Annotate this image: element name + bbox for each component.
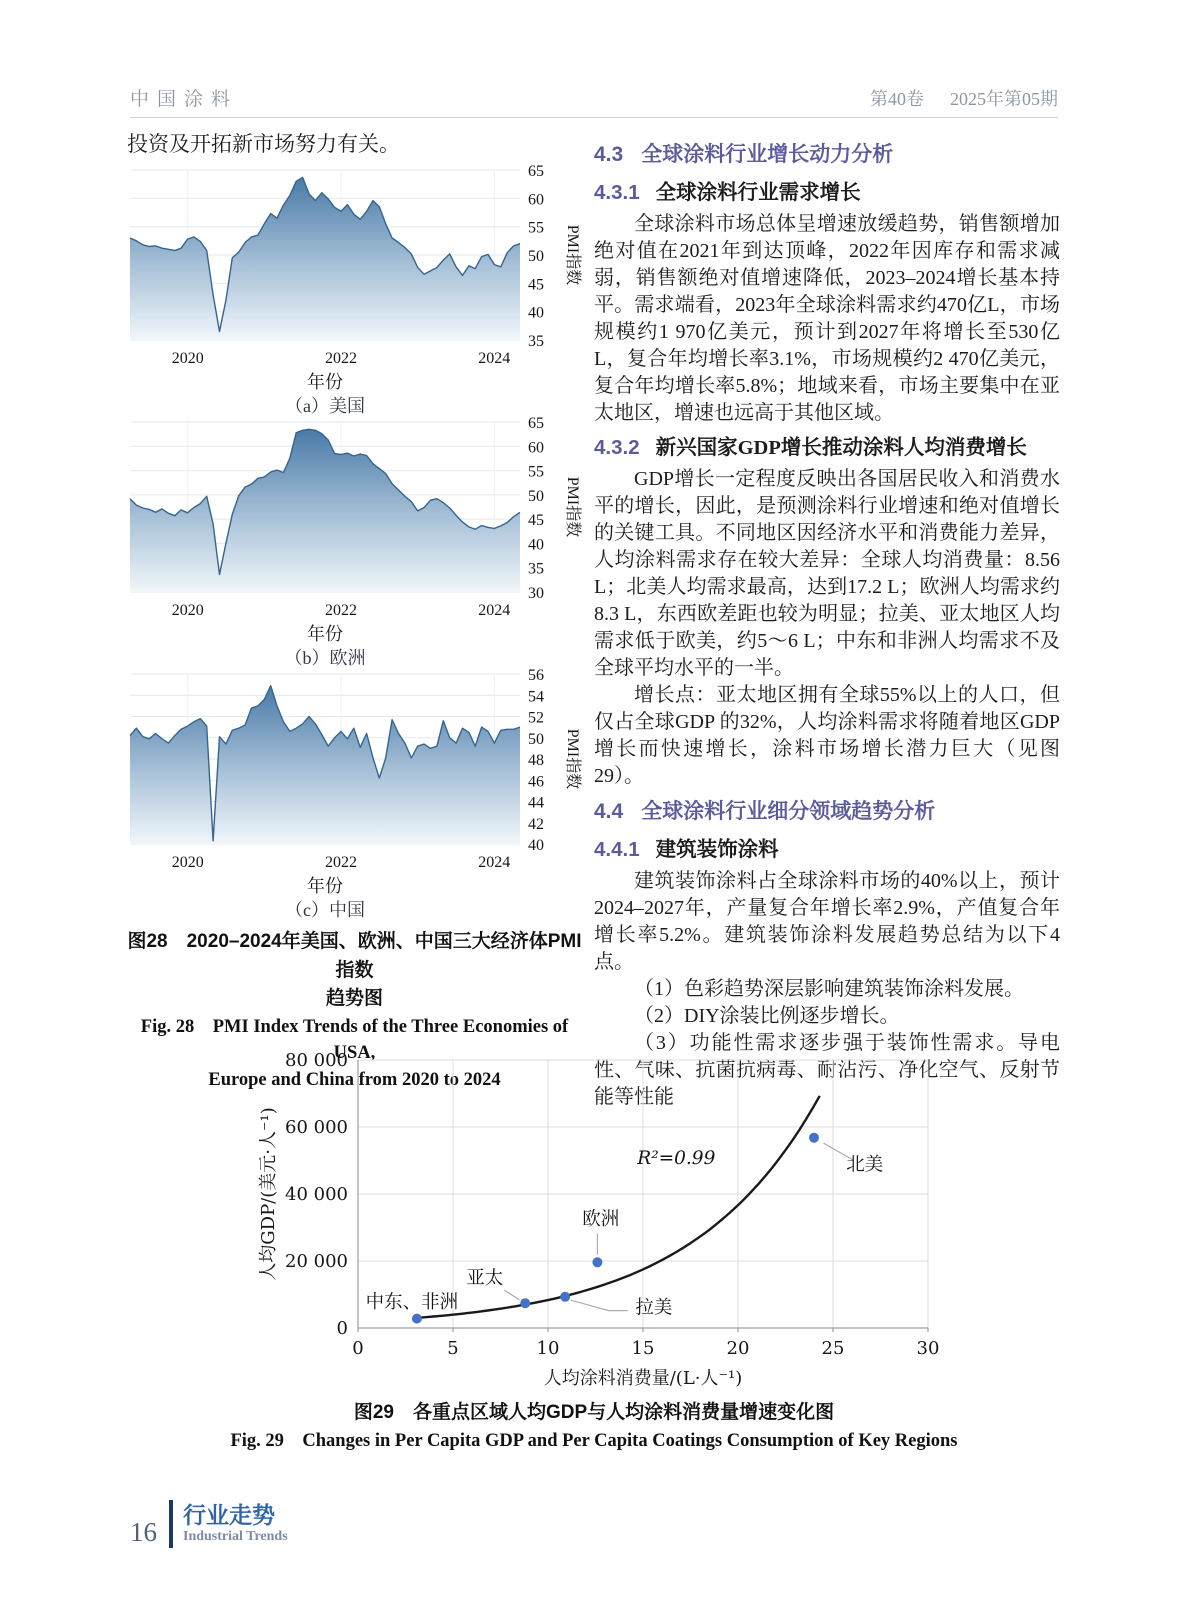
svg-text:80 000: 80 000 (285, 1050, 348, 1071)
figure28-caption-en-line1: Fig. 28 PMI Index Trends of the Three Economies of USA, (140, 1016, 569, 1064)
svg-text:（b）欧洲: （b）欧洲 (284, 648, 366, 666)
svg-text:2020: 2020 (171, 602, 204, 619)
volume: 第40卷 (870, 89, 924, 109)
svg-text:年份: 年份 (307, 876, 343, 896)
svg-text:55: 55 (528, 463, 544, 481)
svg-text:40: 40 (528, 304, 544, 322)
svg-text:0: 0 (336, 1318, 348, 1339)
svg-text:45: 45 (528, 512, 544, 530)
paragraph-4-4-1: 建筑装饰涂料占全球涂料市场的40%以上，预计2024–2027年，产量复合年增长率2.9%，产值复合年增长率5.2%。建筑装饰涂料发展趋势总结为以下4点。 (594, 870, 1060, 973)
section-title: 新兴国家GDP增长推动涂料人均消费增长 (655, 437, 1027, 459)
section-heading-4-4 (594, 795, 1060, 825)
svg-text:60: 60 (528, 191, 544, 209)
svg-text:55: 55 (528, 219, 544, 237)
footer-section-en: Industrial Trends (183, 1528, 288, 1544)
list-item-2: （2）DIY涂装比例逐步增长。 (634, 1005, 900, 1027)
section-number: 4.4 (594, 800, 624, 823)
svg-text:0: 0 (352, 1338, 364, 1359)
svg-text:年份: 年份 (307, 372, 343, 392)
paragraph-4-3-2b: 增长点：亚太地区拥有全球55%以上的人口，但仅占全球GDP 的32%，人均涂料需求将随着地区GDP增长而快速增长，涂料市场增长潜力巨大（见图29）。 (594, 684, 1060, 787)
svg-text:PMI指数: PMI指数 (564, 476, 581, 538)
section-heading-4-4-1 (594, 832, 1060, 862)
footer-section (183, 1502, 288, 1545)
pmi-chart-china (127, 666, 583, 918)
page-number: 16 (130, 1517, 157, 1547)
svg-text:35: 35 (528, 560, 544, 578)
svg-text:50: 50 (528, 730, 544, 748)
svg-text:15: 15 (631, 1338, 655, 1359)
svg-text:欧洲: 欧洲 (582, 1209, 620, 1230)
svg-text:亚太: 亚太 (466, 1268, 504, 1289)
page-footer (130, 1500, 288, 1548)
svg-text:65: 65 (528, 163, 544, 180)
svg-text:2024: 2024 (478, 350, 511, 367)
pmi-chart-europe (127, 414, 583, 666)
svg-text:46: 46 (528, 773, 544, 791)
section-title: 建筑装饰涂料 (655, 839, 779, 861)
svg-text:R²=0.99: R²=0.99 (637, 1147, 716, 1169)
section-heading-4-3-1 (594, 175, 1060, 205)
svg-text:48: 48 (528, 752, 544, 769)
list-item-1: （1）色彩趋势深层影响建筑装饰涂料发展。 (634, 978, 1024, 1000)
svg-text:（c）中国: （c）中国 (285, 900, 365, 918)
svg-text:2024: 2024 (478, 854, 511, 871)
section-title: 全球涂料行业增长动力分析 (641, 143, 894, 166)
paragraph-4-3-2a: GDP增长一定程度反映出各国居民收入和消费水平的增长，因此，是预测涂料行业增速和绝对值增长的关键工具。不同地区因经济水平和消费能力差异，人均涂料需求存在较大差异：全球人均消费量：8.56 L；北美人均需求最高，达到17.2 L；欧洲人均需求约8.3 L，东西欧差距也较为明显；拉美、亚太地区人均需求低于欧美，约5～6 L；中东和非洲人均需求不及全球平均水平的一半。 (594, 468, 1060, 679)
svg-text:PMI指数: PMI指数 (564, 224, 581, 286)
figure28-caption-en-line2: Europe and China from 2020 to 2024 (208, 1070, 501, 1091)
svg-text:44: 44 (528, 794, 544, 812)
journal-title: 中国涂料 (130, 89, 239, 110)
svg-text:40: 40 (528, 837, 544, 854)
figure28-caption-zh-line1: 图28 2020–2024年美国、欧洲、中国三大经济体PMI指数 (127, 931, 582, 981)
section-heading-4-3-2 (594, 430, 1060, 460)
header-rule (130, 117, 1058, 118)
right-column (594, 133, 1060, 1111)
svg-text:年份: 年份 (307, 624, 343, 644)
svg-text:中东、非洲: 中东、非洲 (365, 1292, 459, 1313)
figure28-caption-zh-line2: 趋势图 (325, 988, 383, 1009)
svg-text:20: 20 (726, 1338, 750, 1359)
figure29-caption-zh: 图29 各重点区域人均GDP与人均涂料消费量增速变化图 (353, 1402, 835, 1423)
svg-text:50: 50 (528, 487, 544, 505)
intro-paragraph: 投资及开拓新市场努力有关。 (127, 132, 400, 156)
svg-text:60: 60 (528, 439, 544, 457)
svg-text:拉美: 拉美 (635, 1298, 673, 1319)
svg-text:56: 56 (528, 667, 544, 684)
svg-text:PMI指数: PMI指数 (564, 728, 581, 790)
svg-text:54: 54 (528, 688, 544, 706)
footer-section-zh: 行业走势 (183, 1502, 275, 1529)
figure29-caption-en: Fig. 29 Changes in Per Capita GDP and Per Capita Coatings Consumption of Key Regions (230, 1430, 958, 1451)
svg-text:（a）美国: （a）美国 (285, 396, 365, 414)
svg-text:人均GDP/(美元·人⁻¹): 人均GDP/(美元·人⁻¹) (258, 1107, 279, 1281)
svg-text:50: 50 (528, 248, 544, 265)
section-number: 4.3 (594, 143, 624, 166)
svg-text:52: 52 (528, 709, 544, 727)
svg-text:20 000: 20 000 (285, 1251, 348, 1272)
section-title: 全球涂料行业细分领域趋势分析 (641, 800, 936, 823)
svg-text:42: 42 (528, 815, 544, 833)
section-heading-4-3 (594, 138, 1060, 168)
svg-text:35: 35 (528, 333, 544, 350)
svg-text:人均涂料消费量/(L·人⁻¹): 人均涂料消费量/(L·人⁻¹) (543, 1368, 743, 1389)
svg-text:65: 65 (528, 415, 544, 432)
issue: 2025年第05期 (950, 89, 1058, 109)
svg-text:5: 5 (447, 1338, 459, 1359)
gdp-consumption-scatter-chart (240, 1044, 952, 1392)
volume-issue (870, 85, 1058, 111)
svg-text:10: 10 (536, 1338, 560, 1359)
section-number: 4.3.1 (594, 181, 640, 204)
section-number: 4.3.2 (594, 436, 640, 459)
list-item-3: （3）功能性需求逐步强于装饰性需求。导电性、气味、抗菌抗病毒、耐沾污、净化空气、反射节能等性能 (594, 1032, 1060, 1108)
svg-text:60 000: 60 000 (285, 1117, 348, 1138)
figure29-block (240, 1044, 952, 1392)
left-column (127, 131, 582, 1094)
svg-text:25: 25 (821, 1338, 845, 1359)
svg-text:2022: 2022 (325, 602, 357, 619)
svg-text:2022: 2022 (325, 854, 357, 871)
svg-text:30: 30 (916, 1338, 940, 1359)
svg-text:2020: 2020 (171, 854, 204, 871)
figure29-caption (130, 1399, 1058, 1454)
section-title: 全球涂料行业需求增长 (655, 182, 861, 204)
page-header (130, 84, 1058, 111)
svg-text:40: 40 (528, 536, 544, 554)
svg-text:北美: 北美 (846, 1155, 884, 1176)
svg-text:45: 45 (528, 276, 544, 294)
svg-text:30: 30 (528, 585, 544, 602)
footer-divider-bar (169, 1500, 173, 1548)
svg-text:40 000: 40 000 (285, 1184, 348, 1205)
svg-text:2022: 2022 (325, 350, 357, 367)
pmi-chart-usa (127, 162, 583, 414)
section-number: 4.4.1 (594, 838, 640, 861)
svg-text:2024: 2024 (478, 602, 511, 619)
paragraph-4-3-1: 全球涂料市场总体呈增速放缓趋势，销售额增加绝对值在2021年到达顶峰，2022年因库存和需求减弱，销售额绝对值增速降低，2023–2024增长基本持平。需求端看，2023年全球涂料需求约470亿L，市场规模约1 970亿美元，预计到2027年将增长至530亿L，复合年均增长率3.1%，市场规模约2 470亿美元，复合年均增长率5.8%；地域来看，市场主要集中在亚太地区，增速也远高于其他区域。 (594, 213, 1060, 424)
svg-text:2020: 2020 (171, 350, 204, 367)
